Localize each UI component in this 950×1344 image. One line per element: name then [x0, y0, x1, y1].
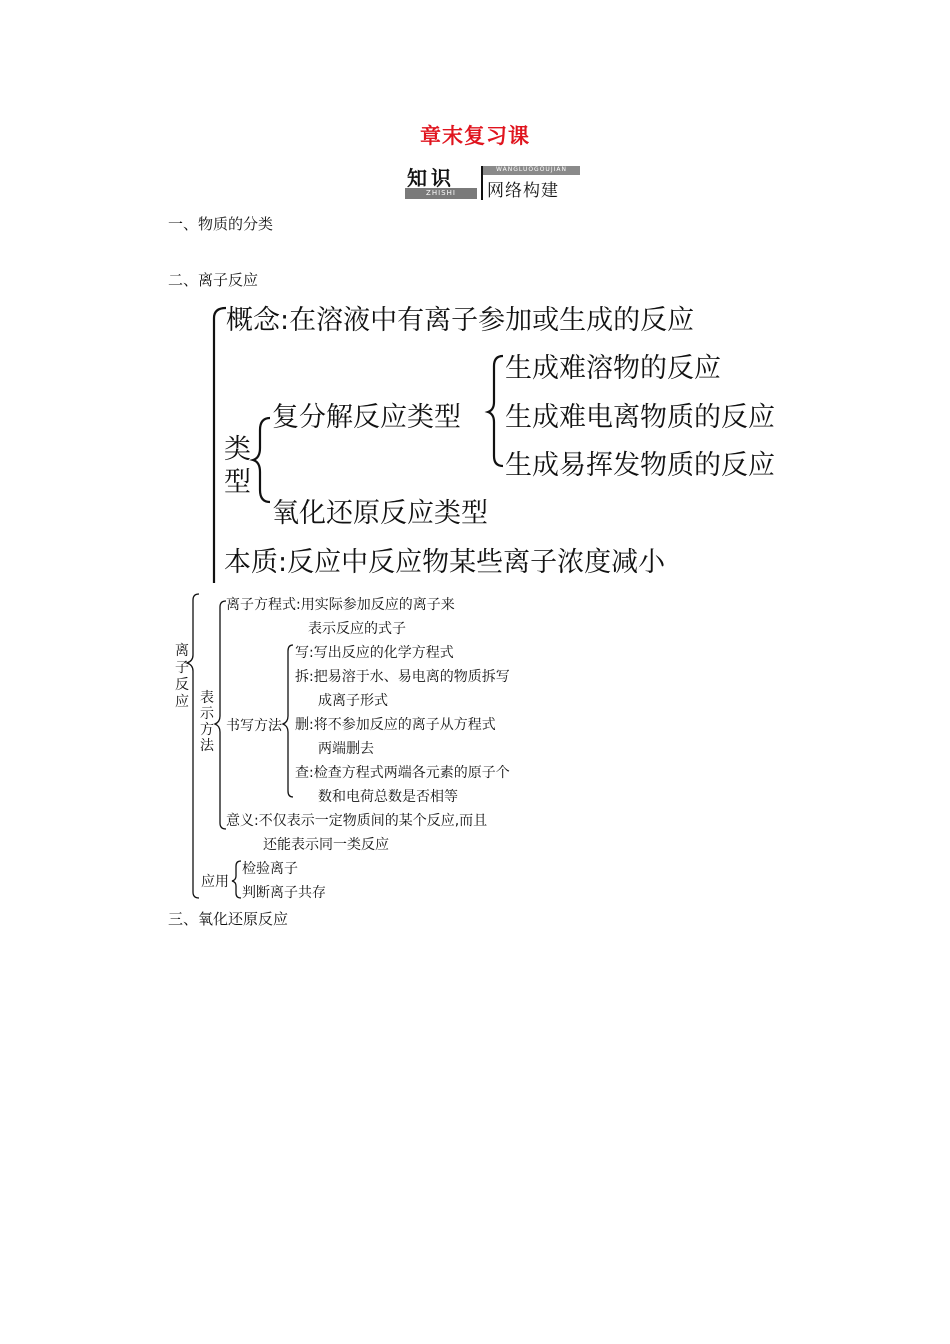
repr-char: 方	[200, 722, 214, 738]
small-root-label	[175, 643, 191, 711]
banner-main-text: 知识	[407, 166, 455, 190]
step-split-line2: 成离子形式	[318, 693, 388, 709]
metathesis-type: 复分解反应类型	[272, 402, 461, 433]
step-check-line2: 数和电荷总数是否相等	[318, 789, 458, 805]
repr-label	[200, 690, 216, 754]
step-check-line1: 查:检查方程式两端各元素的原子个	[295, 765, 510, 781]
root-char: 应	[175, 694, 189, 710]
root-char: 子	[175, 660, 189, 676]
root-char: 离	[175, 643, 189, 659]
meaning-line2: 还能表示同一类反应	[263, 837, 389, 853]
section-1-heading: 一、物质的分类	[168, 215, 274, 233]
metathesis-item-2: 生成难电离物质的反应	[505, 402, 775, 433]
essence-text: 本质:反应中反应物某些离子浓度减小	[224, 547, 666, 578]
redox-type: 氧化还原反应类型	[272, 498, 488, 529]
application-label: 应用	[201, 874, 229, 890]
repr-char: 示	[200, 706, 214, 722]
root-char: 反	[175, 677, 189, 693]
repr-char: 法	[200, 738, 214, 754]
section-2-heading: 二、离子反应	[168, 271, 259, 289]
banner-sub-text: 网络构建	[487, 181, 559, 201]
step-delete-line1: 删:将不参加反应的离子从方程式	[295, 717, 496, 733]
type-label-1: 类	[224, 434, 251, 465]
step-write: 写:写出反应的化学方程式	[295, 645, 454, 661]
type-label-2: 型	[224, 467, 251, 498]
repr-char: 表	[200, 690, 214, 706]
application-item-2: 判断离子共存	[242, 885, 326, 901]
application-item-1: 检验离子	[242, 861, 298, 877]
page-title: 章末复习课	[420, 124, 530, 148]
ionic-equation-line1: 离子方程式:用实际参加反应的离子来	[226, 597, 455, 613]
writing-method-label: 书写方法	[226, 718, 282, 734]
meaning-line1: 意义:不仅表示一定物质间的某个反应,而且	[226, 813, 488, 829]
metathesis-item-1: 生成难溶物的反应	[505, 353, 721, 384]
banner-pinyin: ZHISHI	[426, 189, 456, 197]
ionic-equation-line2: 表示反应的式子	[308, 621, 406, 637]
banner-pinyin-sub: WANGLUOGOUJIAN	[496, 166, 567, 173]
section-3-heading: 三、氧化还原反应	[168, 910, 289, 928]
metathesis-item-3: 生成易挥发物质的反应	[505, 450, 775, 481]
step-delete-line2: 两端删去	[318, 741, 374, 757]
concept-text: 概念:在溶液中有离子参加或生成的反应	[226, 305, 695, 336]
step-split-line1: 拆:把易溶于水、易电离的物质拆写	[295, 669, 510, 685]
